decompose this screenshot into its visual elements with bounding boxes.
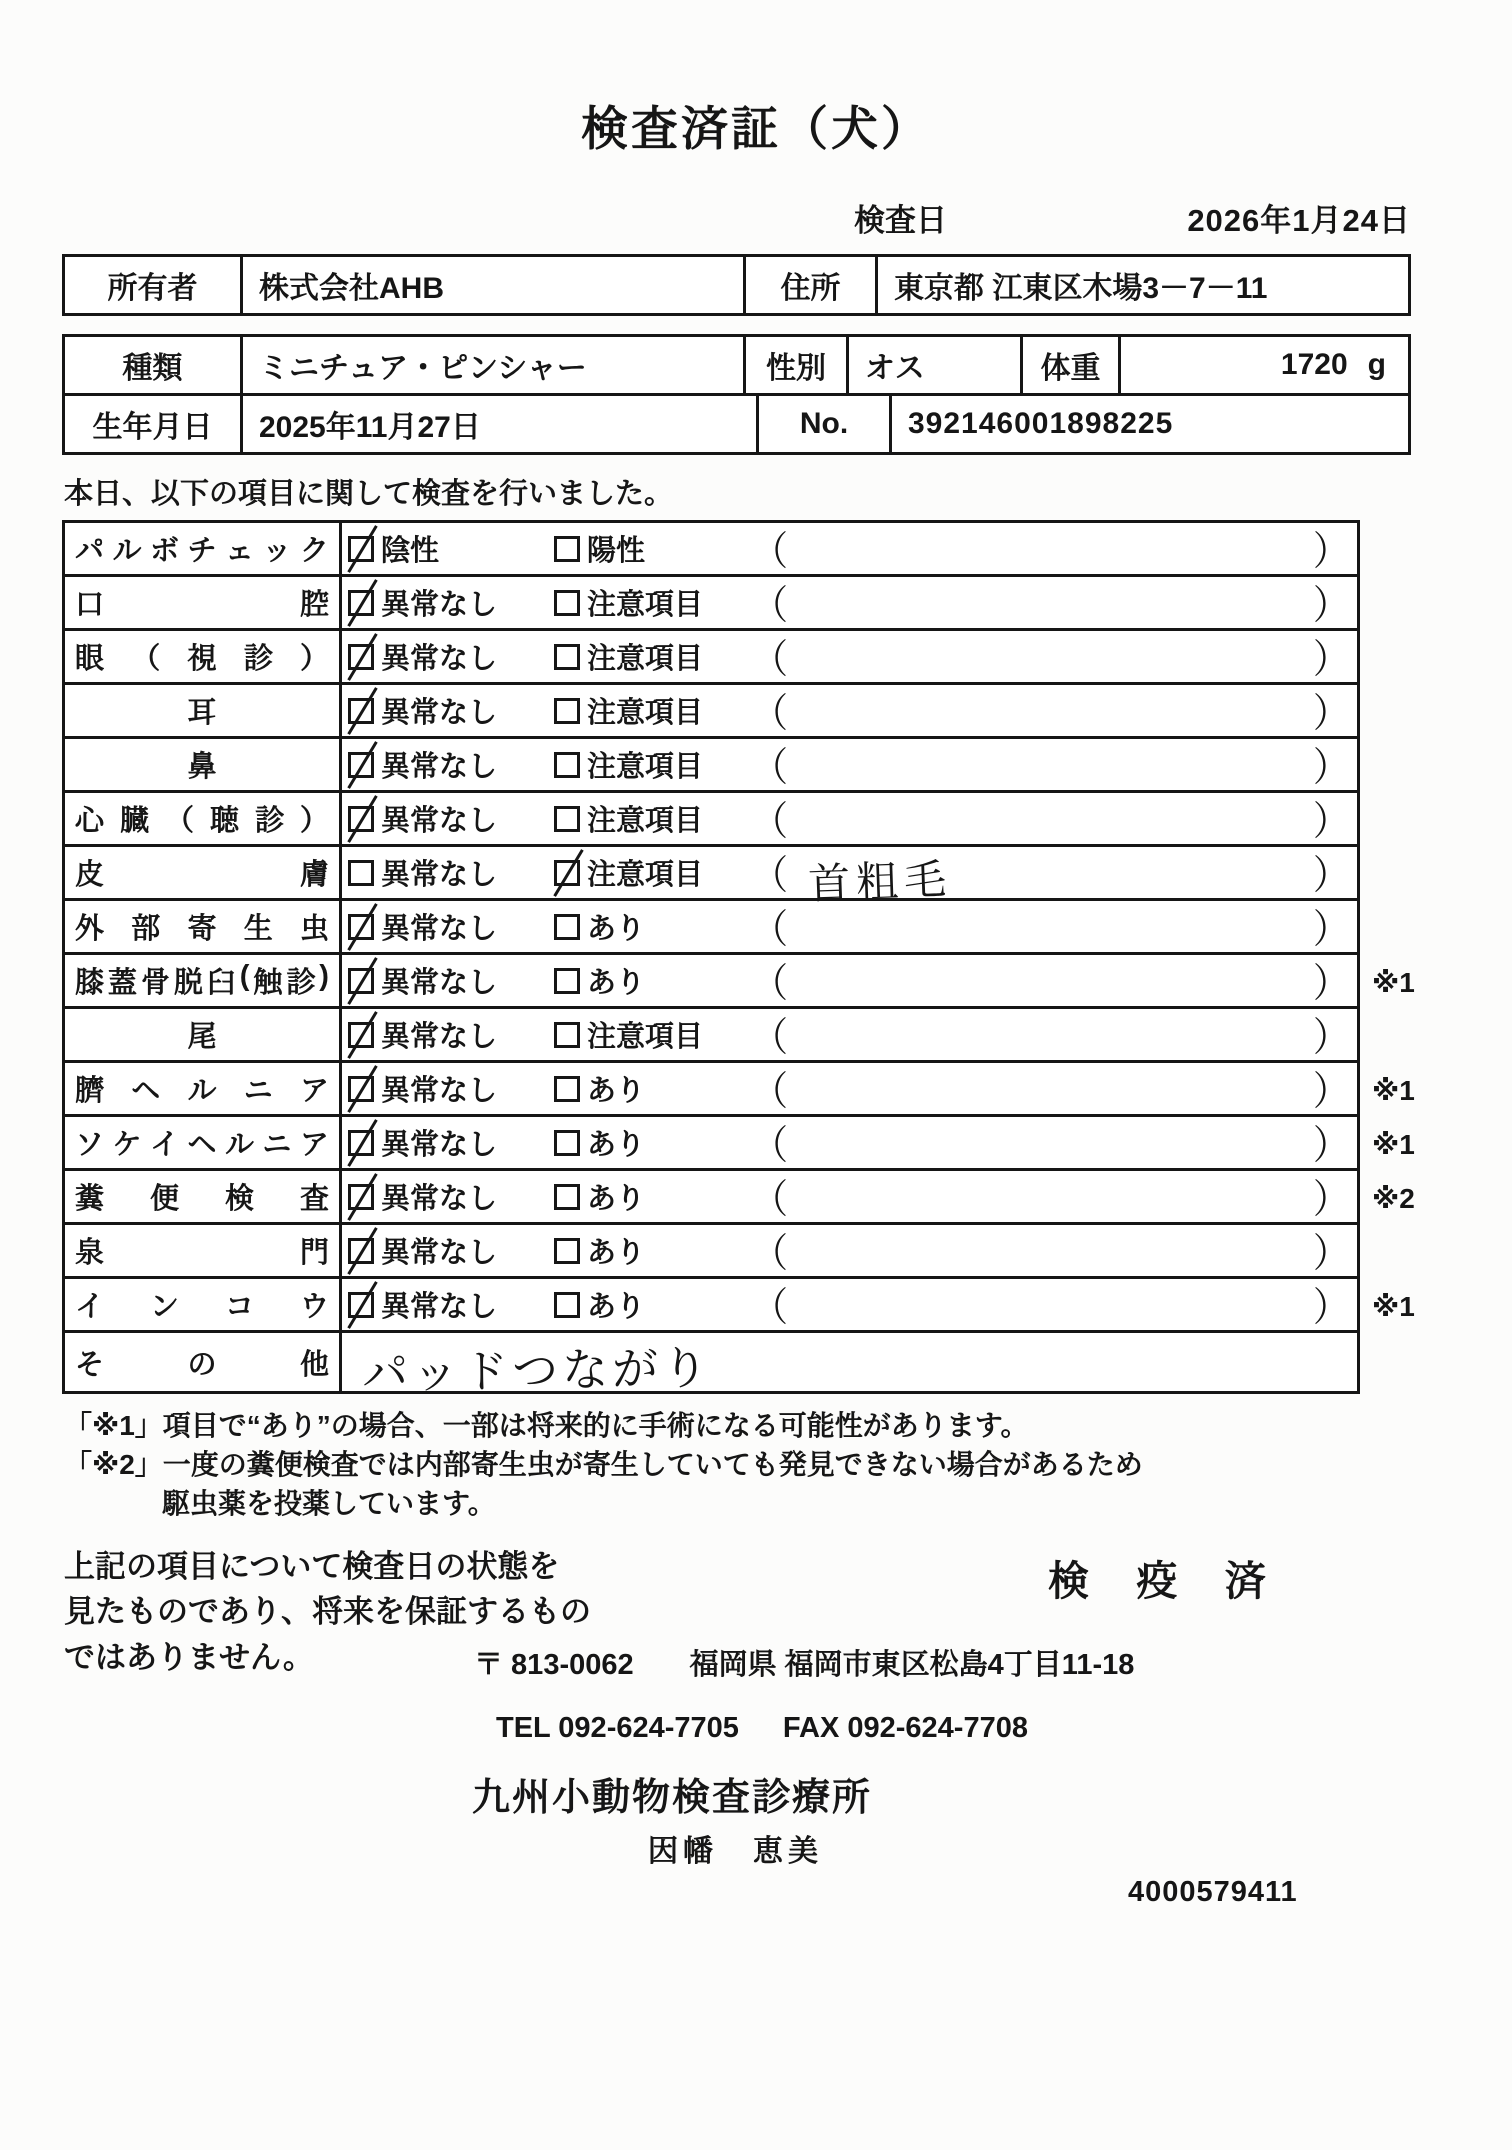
checkbox-checked-icon <box>348 1184 374 1210</box>
footnote-2-continued: 駆虫薬を投薬しています。 <box>162 1488 496 1520</box>
disclaimer-line-1: 上記の項目について検査日の状態を <box>64 1548 560 1584</box>
exam-item-name <box>65 901 342 952</box>
id-number-label: No. <box>756 396 889 452</box>
checkbox-checked-icon <box>348 1076 374 1102</box>
paren-open: （ <box>752 528 789 574</box>
result-option-label: 異常なし <box>381 1021 498 1053</box>
result-option-label: あり <box>587 967 646 999</box>
checkbox-checked-icon <box>348 1238 374 1264</box>
result-option <box>554 582 752 623</box>
address-label: 住所 <box>743 257 875 313</box>
checkbox-unchecked-icon <box>554 644 580 670</box>
checklist-row <box>62 739 1512 793</box>
exam-result-cell <box>342 685 1357 736</box>
check-mark <box>347 1281 377 1329</box>
checklist-row <box>62 1171 1512 1225</box>
clinic-fax: FAX 092-624-7708 <box>782 1712 1028 1744</box>
exam-item-name <box>65 577 342 628</box>
exam-item-name <box>65 1063 342 1114</box>
paren-open: （ <box>752 582 789 628</box>
result-option-label: あり <box>587 1129 646 1161</box>
paren-open: （ <box>752 1014 789 1060</box>
result-option-label: 注意項目 <box>587 805 704 837</box>
paren-close: ） <box>1312 1068 1349 1114</box>
result-option <box>554 960 752 1001</box>
exam-item-name <box>65 685 342 736</box>
weight-value: 1720 <box>1280 348 1348 381</box>
handwritten-note <box>788 809 1313 827</box>
result-option-label: 注意項目 <box>587 697 704 729</box>
result-option <box>348 636 554 677</box>
clinic-address: 福岡県 福岡市東区松島4丁目11-18 <box>689 1649 1135 1681</box>
result-option-label: 異常なし <box>381 1129 498 1161</box>
exam-item-label: 膝 蓋 骨 脱 臼 ( 触 診 ) <box>75 960 329 999</box>
exam-item-label: 鼻 <box>187 751 217 783</box>
exam-item-name <box>65 1171 342 1222</box>
paren-open: （ <box>752 960 789 1006</box>
exam-item-label: 尾 <box>187 1021 217 1053</box>
checklist-row-box <box>62 628 1360 685</box>
exam-result-cell <box>342 631 1357 682</box>
paren-open: （ <box>752 690 789 736</box>
result-option <box>554 906 752 947</box>
handwritten-note <box>788 539 1313 557</box>
result-option-label: 注意項目 <box>587 751 704 783</box>
owner-row <box>62 254 1411 316</box>
exam-item-name <box>65 739 342 790</box>
paren-close: ） <box>1312 528 1349 574</box>
result-option <box>348 528 554 569</box>
handwritten-note <box>788 593 1313 611</box>
paren-close: ） <box>1312 1230 1349 1276</box>
checklist-row-box <box>62 1222 1360 1279</box>
footnote-ref: ※1 <box>1372 966 1415 998</box>
result-option-label: あり <box>587 1183 646 1215</box>
check-mark <box>347 633 377 681</box>
checklist-row <box>62 955 1512 1009</box>
result-option <box>554 744 752 785</box>
exam-item-name <box>65 631 342 682</box>
exam-result-cell <box>342 577 1357 628</box>
exam-item-name <box>65 1009 342 1060</box>
result-option <box>348 690 554 731</box>
checkbox-unchecked-icon <box>554 1022 580 1048</box>
disclaimer-line-2: 見たものであり、将来を保証するもの <box>64 1594 591 1630</box>
check-mark <box>553 849 583 897</box>
intro-line: 本日、以下の項目に関して検査を行いました。 <box>64 478 674 510</box>
checkbox-checked-icon <box>348 1292 374 1318</box>
result-option <box>348 852 554 893</box>
clinic-contact-row <box>496 1712 1028 1745</box>
weight-value-cell <box>1118 337 1408 393</box>
paren-open: （ <box>752 798 789 844</box>
footnote-ref: ※1 <box>1372 1290 1415 1322</box>
result-option <box>554 1230 752 1271</box>
result-option <box>348 1230 554 1271</box>
paren-open: （ <box>752 1230 789 1276</box>
exam-result-cell <box>342 1063 1357 1114</box>
check-mark <box>347 741 377 789</box>
check-mark <box>347 525 377 573</box>
result-option-label: 注意項目 <box>587 1021 704 1053</box>
paren-close: ） <box>1312 1014 1349 1060</box>
breed-value: ミニチュア・ピンシャー <box>240 337 743 393</box>
paren-close: ） <box>1312 582 1349 628</box>
result-option <box>554 1284 752 1325</box>
owner-label: 所有者 <box>107 272 198 305</box>
check-mark <box>347 1173 377 1221</box>
exam-date-row <box>62 195 1411 240</box>
result-option <box>554 690 752 731</box>
exam-item-label: 泉 門 <box>75 1237 329 1269</box>
check-mark <box>347 1011 377 1059</box>
paren-open: （ <box>752 906 789 952</box>
breed-row <box>62 334 1411 396</box>
checklist-row-box <box>62 844 1360 907</box>
handwritten-note: パッドつながり <box>361 1341 713 1400</box>
exam-result-cell <box>342 1171 1357 1222</box>
result-option-label: あり <box>587 913 646 945</box>
checklist-row-box <box>62 574 1360 631</box>
result-option-label: 異常なし <box>381 967 498 999</box>
paren-close: ） <box>1312 744 1349 790</box>
result-option-label: 注意項目 <box>587 859 704 891</box>
paren-open: （ <box>752 1068 789 1114</box>
checkbox-unchecked-icon <box>554 536 580 562</box>
result-option <box>348 1122 554 1163</box>
disclaimer-line-3: ではありません。 <box>64 1640 314 1676</box>
checkbox-unchecked-icon <box>554 806 580 832</box>
exam-item-label: ソ ケ イ ヘ ル ニ ア <box>75 1129 329 1161</box>
exam-item-name <box>65 1333 342 1391</box>
exam-result-cell <box>342 1225 1357 1276</box>
result-option <box>554 798 752 839</box>
result-option-label: 陰性 <box>381 535 440 567</box>
checkbox-unchecked-icon <box>554 1238 580 1264</box>
result-option-label: 異常なし <box>381 1291 498 1323</box>
handwritten-note <box>788 1187 1313 1205</box>
paren-close: ） <box>1312 1284 1349 1330</box>
result-option <box>348 960 554 1001</box>
checklist-row <box>62 1333 1512 1400</box>
handwritten-note <box>788 701 1313 719</box>
checkbox-unchecked-icon <box>554 1130 580 1156</box>
exam-item-label: 臍 ヘ ル ニ ア <box>75 1075 329 1107</box>
handwritten-note: 首粗毛 <box>807 854 953 907</box>
result-option <box>348 1014 554 1055</box>
checkbox-unchecked-icon <box>554 590 580 616</box>
exam-item-name <box>65 1279 342 1330</box>
exam-item-name <box>65 793 342 844</box>
checkbox-checked-icon <box>348 536 374 562</box>
veterinarian-name: 因幡 恵美 <box>648 1835 823 1868</box>
exam-result-cell <box>342 523 1357 574</box>
footnotes <box>64 1406 1512 1524</box>
exam-item-name <box>65 523 342 574</box>
exam-item-label: 口 腔 <box>75 589 329 621</box>
birth-row <box>62 393 1411 455</box>
result-option <box>348 1068 554 1109</box>
check-mark <box>347 1065 377 1113</box>
checklist-row <box>62 901 1512 955</box>
result-option <box>348 1284 554 1325</box>
checklist-row <box>62 631 1512 685</box>
result-option-label: あり <box>587 1237 646 1269</box>
checkbox-unchecked-icon <box>554 968 580 994</box>
paren-open: （ <box>752 1176 789 1222</box>
quarantine-stamp: 検 疫 済 <box>1048 1558 1284 1604</box>
exam-result-cell <box>342 793 1357 844</box>
handwritten-note <box>788 917 1313 935</box>
checklist-row-box <box>62 1006 1360 1063</box>
clinic-postal-code: 〒 813-0062 <box>474 1649 634 1681</box>
result-option-label: 異常なし <box>381 1075 498 1107</box>
paren-close: ） <box>1312 636 1349 682</box>
checkbox-unchecked-icon <box>554 1076 580 1102</box>
exam-item-label: そ の 他 <box>75 1348 329 1381</box>
checklist-row-box <box>62 736 1360 793</box>
result-option <box>554 636 752 677</box>
handwritten-note <box>788 1025 1313 1043</box>
result-option <box>554 1068 752 1109</box>
checkbox-checked-icon <box>348 914 374 940</box>
clinic-tel: TEL 092-624-7705 <box>496 1712 739 1744</box>
checklist-row-box <box>62 682 1360 739</box>
result-option-label: 異常なし <box>381 1237 498 1269</box>
id-number-value: 392146001898225 <box>889 396 1408 452</box>
checkbox-checked-icon <box>348 644 374 670</box>
result-option <box>554 1122 752 1163</box>
checklist-row <box>62 520 1512 577</box>
handwritten-note <box>788 1079 1313 1097</box>
exam-date-value: 2026年1月24日 <box>1187 203 1411 238</box>
footnote-ref: ※1 <box>1372 1074 1415 1106</box>
checklist-row <box>62 577 1512 631</box>
handwritten-note <box>788 1241 1313 1259</box>
sex-label: 性別 <box>743 337 846 393</box>
paren-open: （ <box>752 636 789 682</box>
checkbox-checked-icon <box>348 698 374 724</box>
paren-open: （ <box>752 1122 789 1168</box>
paren-close: ） <box>1312 852 1349 898</box>
paren-close: ） <box>1312 960 1349 1006</box>
result-option <box>554 1014 752 1055</box>
address-value: 東京都 江東区木場3－7－11 <box>875 257 1408 313</box>
exam-item-label: 耳 <box>187 697 217 729</box>
owner-value: 株式会社AHB <box>240 257 743 313</box>
exam-item-label: 糞 便 検 査 <box>75 1183 329 1215</box>
checkbox-unchecked-icon <box>554 1184 580 1210</box>
exam-item-label: イ ン コ ウ <box>75 1291 329 1323</box>
exam-result-cell <box>342 847 1357 907</box>
checklist-row-box <box>62 520 1360 577</box>
result-option-label: 異常なし <box>381 859 498 891</box>
check-mark <box>347 687 377 735</box>
result-option-label: 異常なし <box>381 751 498 783</box>
birth-label: 生年月日 <box>92 411 213 444</box>
exam-item-label: 眼 （ 視 診 ） <box>75 643 329 675</box>
sex-value: オス <box>846 337 1020 393</box>
breed-label: 種類 <box>122 352 183 385</box>
exam-item-label: 心 臓 （ 聴 診 ） <box>75 805 329 837</box>
result-option-label: 異常なし <box>381 913 498 945</box>
checklist-row-box <box>62 1168 1360 1225</box>
exam-result-cell <box>342 1009 1357 1060</box>
exam-item-label: パ ル ボ チ ェ ッ ク <box>75 535 329 567</box>
checkbox-unchecked-icon <box>348 860 374 886</box>
checkbox-checked-icon <box>348 590 374 616</box>
checkbox-checked-icon <box>348 752 374 778</box>
result-option-label: 異常なし <box>381 1183 498 1215</box>
result-option <box>348 744 554 785</box>
checklist-row <box>62 1117 1512 1171</box>
result-option <box>348 582 554 623</box>
result-option-label: 陽性 <box>587 535 646 567</box>
page-title: 検査済証（犬） <box>581 102 931 155</box>
footnote-ref: ※2 <box>1372 1182 1415 1214</box>
checklist-row-box <box>62 1330 1360 1400</box>
paren-open: （ <box>752 1284 789 1330</box>
footnote-2: 「※2」一度の糞便検査では内部寄生虫が寄生していても発見できない場合があるため <box>64 1449 1143 1481</box>
checkbox-checked-icon <box>348 1022 374 1048</box>
handwritten-note <box>788 971 1313 989</box>
paren-open: （ <box>752 744 789 790</box>
exam-result-cell <box>342 955 1357 1006</box>
result-option-label: 注意項目 <box>587 589 704 621</box>
result-option <box>348 906 554 947</box>
exam-item-name <box>65 1117 342 1168</box>
result-option-label: 異常なし <box>381 805 498 837</box>
checkbox-unchecked-icon <box>554 1292 580 1318</box>
check-mark <box>347 579 377 627</box>
result-option-label: あり <box>587 1075 646 1107</box>
exam-date-label: 検査日 <box>854 203 947 238</box>
paren-close: ） <box>1312 690 1349 736</box>
result-option <box>554 852 752 893</box>
checklist-row <box>62 1063 1512 1117</box>
checklist-table <box>62 520 1512 1400</box>
exam-result-cell <box>342 1117 1357 1168</box>
checklist-row <box>62 1225 1512 1279</box>
checklist-row <box>62 685 1512 739</box>
checklist-row-box <box>62 1060 1360 1117</box>
result-option-label: 異常なし <box>381 697 498 729</box>
exam-item-name <box>65 847 342 898</box>
check-mark <box>347 795 377 843</box>
checklist-row-box <box>62 898 1360 955</box>
checkbox-checked-icon <box>348 1130 374 1156</box>
result-option-label: あり <box>587 1291 646 1323</box>
exam-item-label: 外 部 寄 生 虫 <box>75 913 329 945</box>
checkbox-unchecked-icon <box>554 914 580 940</box>
result-option <box>348 798 554 839</box>
paren-close: ） <box>1312 906 1349 952</box>
result-option-label: 注意項目 <box>587 643 704 675</box>
handwritten-note <box>788 1295 1313 1313</box>
paren-close: ） <box>1312 1122 1349 1168</box>
checklist-row-box <box>62 952 1360 1009</box>
exam-result-cell <box>342 739 1357 790</box>
result-option <box>348 1176 554 1217</box>
exam-result-cell <box>342 1333 1357 1400</box>
check-mark <box>347 957 377 1005</box>
checklist-row <box>62 1009 1512 1063</box>
clinic-postal-row <box>474 1642 1134 1683</box>
check-mark <box>347 903 377 951</box>
checkbox-unchecked-icon <box>554 752 580 778</box>
exam-item-name <box>65 1225 342 1276</box>
result-option-label: 異常なし <box>381 589 498 621</box>
paren-close: ） <box>1312 798 1349 844</box>
exam-item-label: 皮 膚 <box>75 859 329 891</box>
exam-item-name <box>65 955 342 1006</box>
paren-open: （ <box>752 852 789 898</box>
weight-unit: g <box>1367 348 1386 381</box>
checkbox-unchecked-icon <box>554 698 580 724</box>
checkbox-checked-icon <box>348 806 374 832</box>
check-mark <box>347 1227 377 1275</box>
checklist-row <box>62 847 1512 907</box>
check-mark <box>347 1119 377 1167</box>
result-option-label: 異常なし <box>381 643 498 675</box>
footnote-ref: ※1 <box>1372 1128 1415 1160</box>
handwritten-note <box>788 1133 1313 1151</box>
serial-number: 4000579411 <box>1128 1876 1298 1908</box>
checkbox-checked-icon <box>554 860 580 886</box>
handwritten-note <box>788 647 1313 665</box>
result-option <box>554 1176 752 1217</box>
checkbox-checked-icon <box>348 968 374 994</box>
result-option <box>554 528 752 569</box>
checklist-row-box <box>62 1114 1360 1171</box>
clinic-name: 九州小動物検査診療所 <box>472 1777 873 1819</box>
paren-close: ） <box>1312 1176 1349 1222</box>
weight-label: 体重 <box>1020 337 1118 393</box>
handwritten-note <box>788 755 1313 773</box>
birth-value: 2025年11月27日 <box>240 396 756 452</box>
footnote-1: 「※1」項目で“あり”の場合、一部は将来的に手術になる可能性があります。 <box>64 1410 1029 1441</box>
